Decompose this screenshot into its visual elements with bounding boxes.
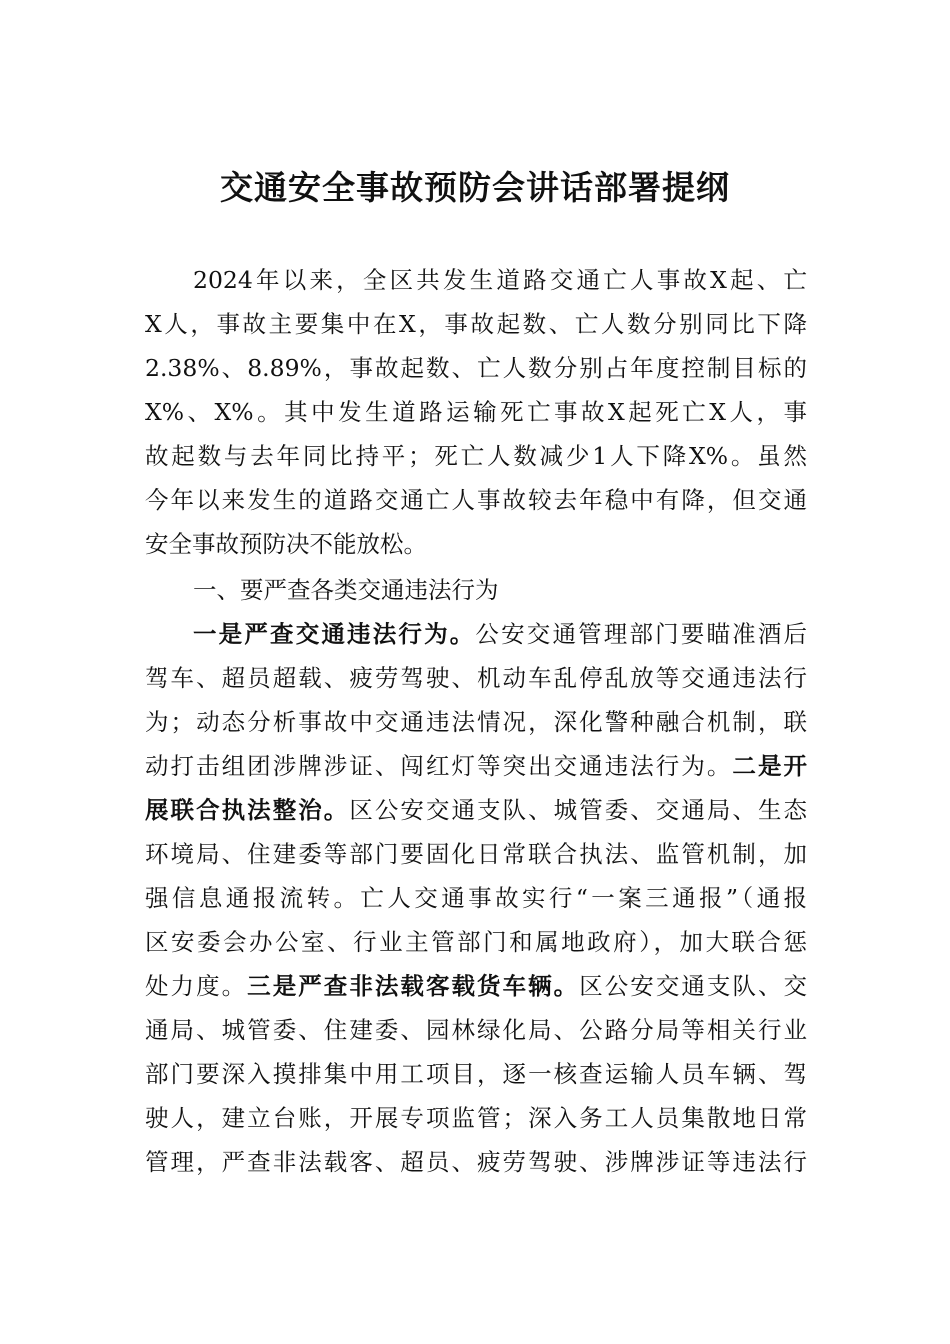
text-line [145,258,807,302]
text-line [145,788,807,832]
section-heading [145,568,807,612]
text-line [145,612,807,656]
text-segment: 驶人，建立台账，开展专项监管；深入务工人员集散地日常 [145,1104,807,1132]
text-segment: X人，事故主要集中在X，事故起数、亡人数分别同比下降 [145,310,807,338]
text-segment: 安全事故预防决不能放松。 [145,530,427,558]
text-line [145,876,807,920]
text-segment: 强信息通报流转。亡人交通事故实行“一案三通报”（通报 [145,884,807,912]
text-segment: 2024年以来，全区共发生道路交通亡人事故X起、亡 [193,266,807,294]
text-segment: 区公安交通支队、城管委、交通局、生态 [349,796,808,824]
text-segment: 故起数与去年同比持平；死亡人数减少1人下降X%。虽然 [145,442,807,470]
text-line [145,1052,807,1096]
document-body [145,258,807,1184]
text-segment: X%、X%。其中发生道路运输死亡事故X起死亡X人，事 [145,398,807,426]
text-line [145,434,807,478]
text-line [145,1140,807,1184]
text-line [145,478,807,522]
text-line [145,1096,807,1140]
text-line [145,1008,807,1052]
text-line [145,390,807,434]
text-segment: 通局、城管委、住建委、园林绿化局、公路分局等相关行业 [145,1016,807,1044]
text-segment: 区安委会办公室、行业主管部门和属地政府），加大联合惩 [145,928,807,956]
text-line [145,302,807,346]
bold-lead-phrase: 一是严查交通违法行为。 [193,620,476,648]
bold-lead-phrase: 展联合执法整治。 [145,796,350,824]
text-line [145,346,807,390]
text-segment: 管理，严查非法载客、超员、疲劳驾驶、涉牌涉证等违法行 [145,1148,807,1176]
text-segment: 今年以来发生的道路交通亡人事故较去年稳中有降，但交通 [145,486,807,514]
text-line [145,744,807,788]
bold-lead-phrase: 二是开 [732,752,808,780]
text-segment: 部门要深入摸排集中用工项目，逐一核查运输人员车辆、驾 [145,1060,807,1088]
text-line [145,700,807,744]
text-line [145,656,807,700]
text-segment: 为；动态分析事故中交通违法情况，深化警种融合机制，联 [145,708,807,736]
text-segment: 公安交通管理部门要瞄准酒后 [475,620,808,648]
text-line [145,522,807,566]
text-segment: 动打击组团涉牌涉证、闯红灯等突出交通违法行为。 [145,752,733,780]
text-line [145,920,807,964]
document-title: 交通安全事故预防会讲话部署提纲 [220,168,730,207]
text-line [145,964,807,1008]
text-line [145,832,807,876]
bold-lead-phrase: 三是严查非法载客载货车辆。 [247,972,580,1000]
text-segment: 一、要严查各类交通违法行为 [193,576,499,604]
text-segment: 处力度。 [145,972,248,1000]
text-segment: 区公安交通支队、交 [579,972,808,1000]
text-segment: 2.38%、8.89%，事故起数、亡人数分别占年度控制目标的 [145,354,807,382]
text-segment: 驾车、超员超载、疲劳驾驶、机动车乱停乱放等交通违法行 [145,664,807,692]
text-segment: 环境局、住建委等部门要固化日常联合执法、监管机制，加 [145,840,807,868]
